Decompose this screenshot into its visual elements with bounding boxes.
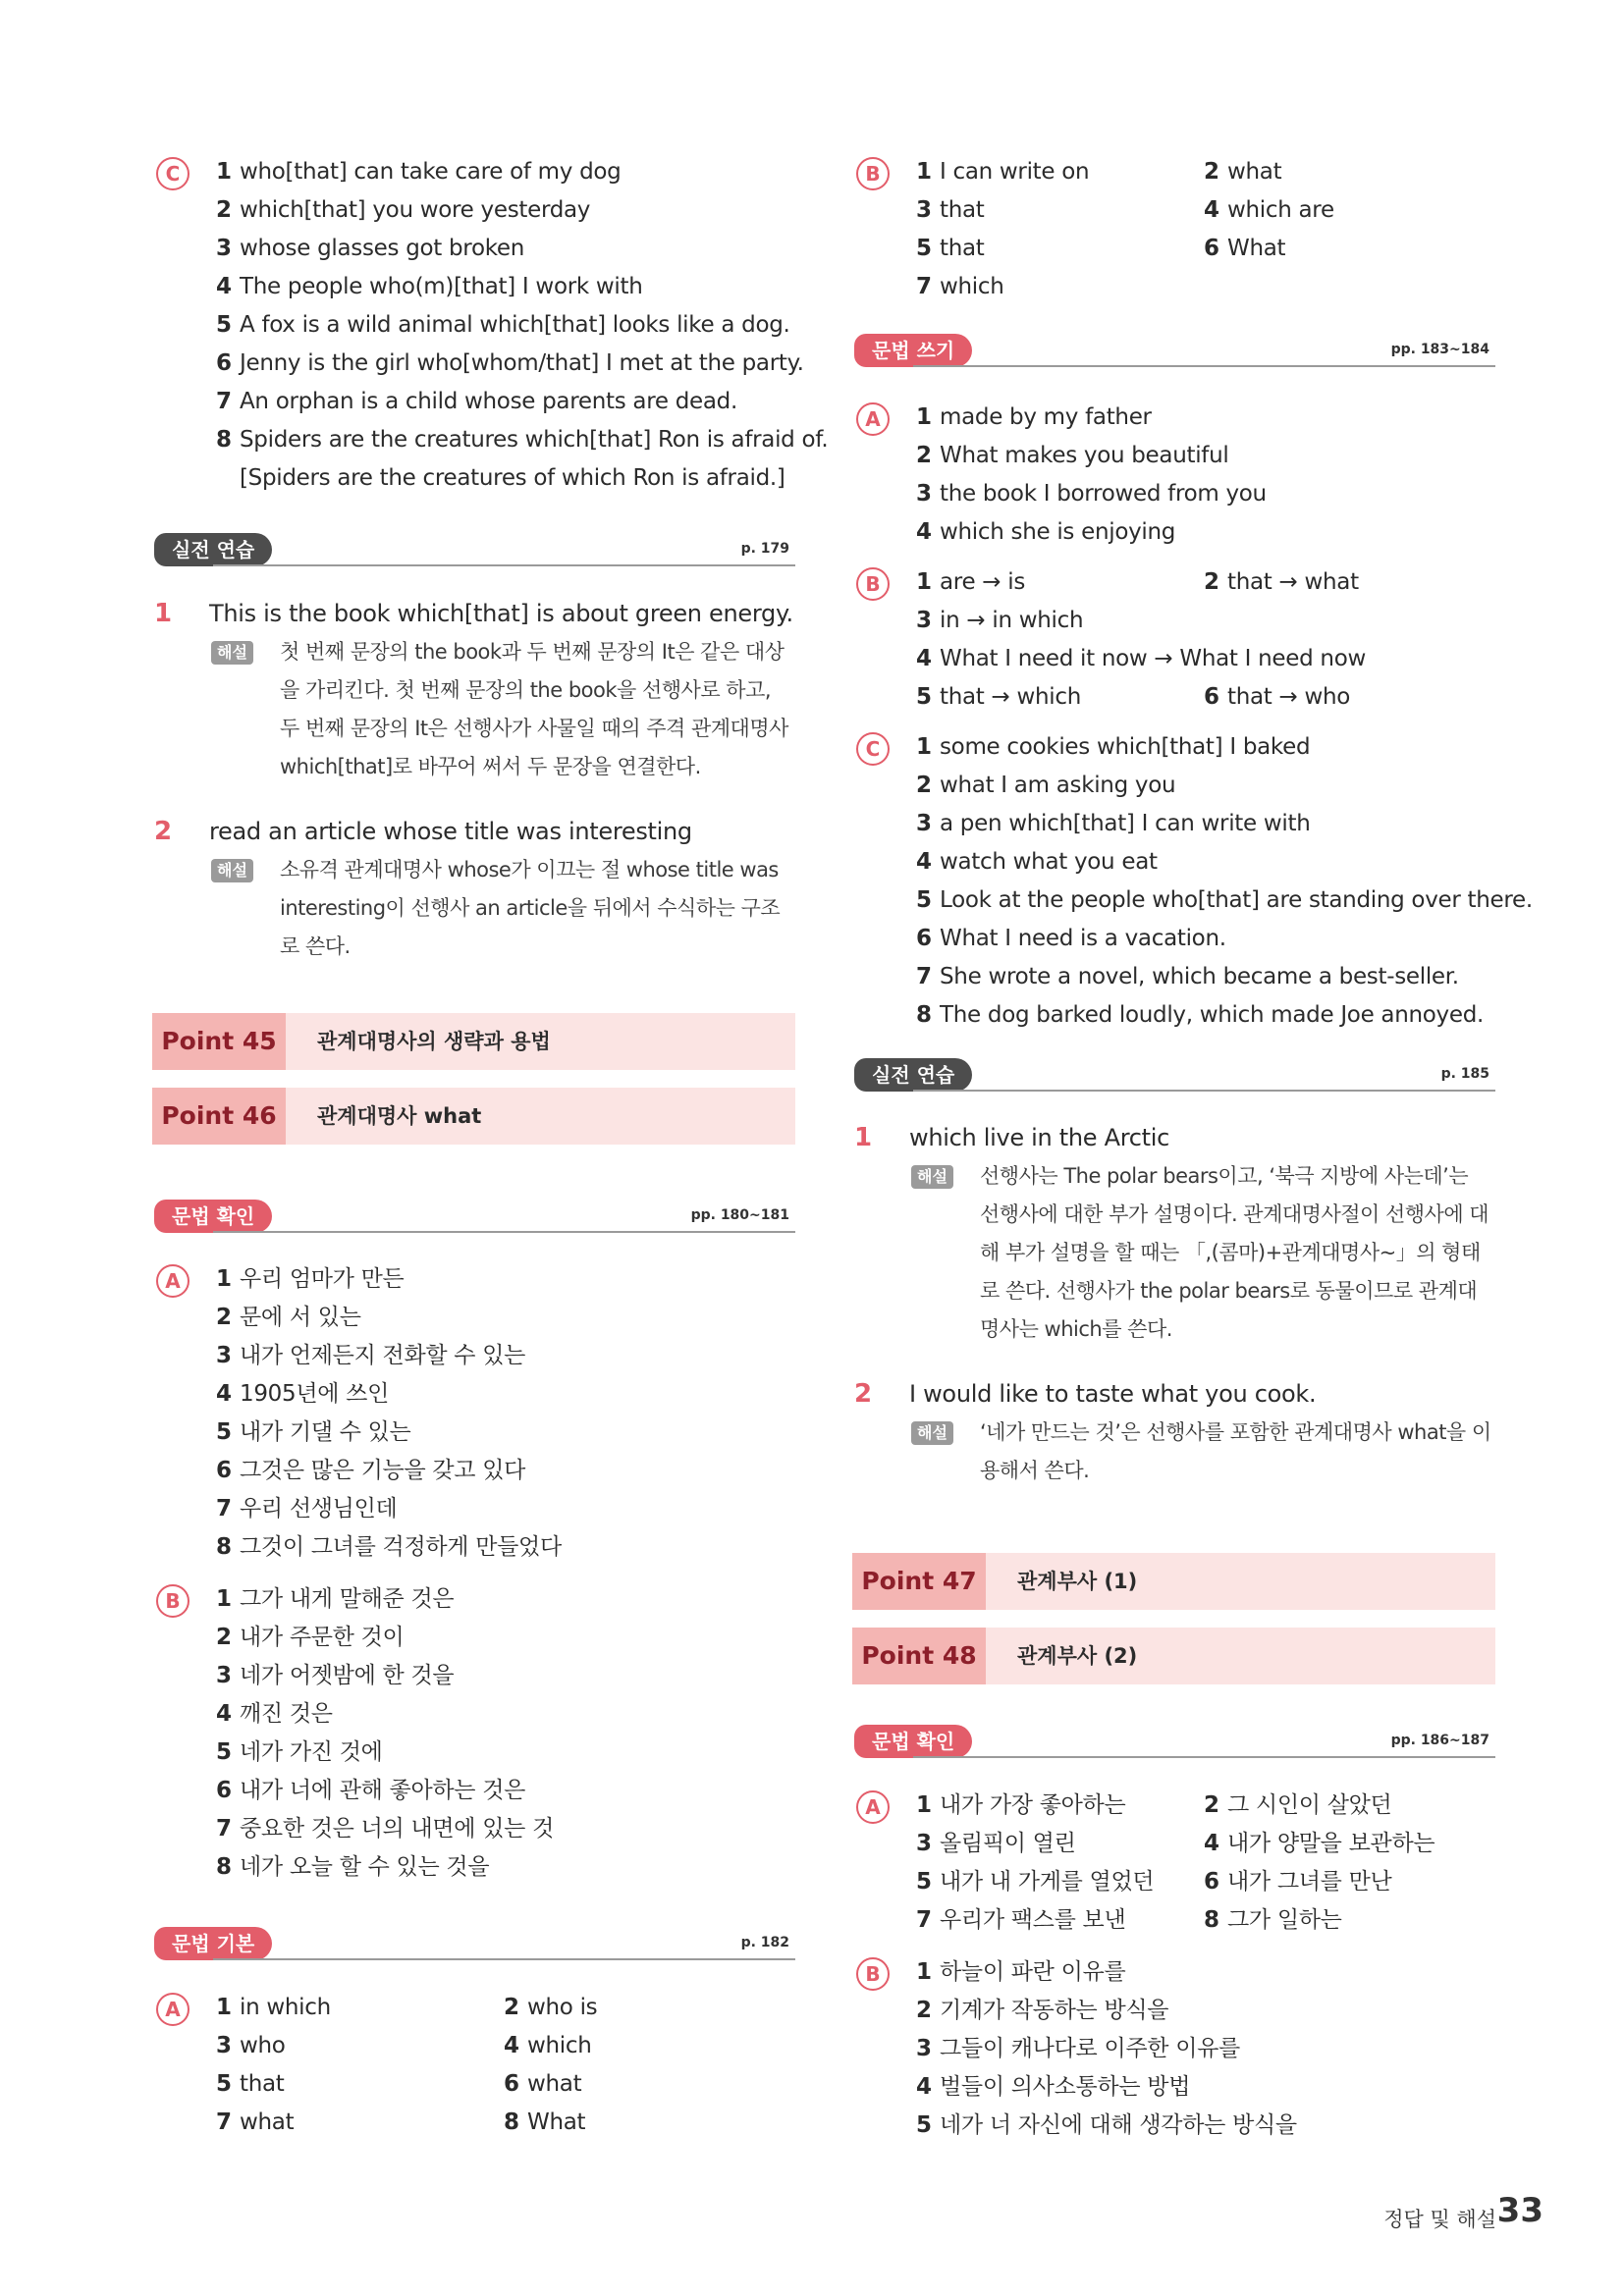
divider <box>913 365 1495 367</box>
answer-item: 4 The people who(m)[that] I work with <box>216 274 643 299</box>
section-header-grammar-writing <box>854 334 1495 369</box>
answer-item: 5 Look at the people who[that] are standing over there. <box>916 887 1533 913</box>
answer-item: 8 네가 오늘 할 수 있는 것을 <box>216 1854 490 1880</box>
answer-item: 7 what <box>216 2109 295 2135</box>
answer-item: 6 What <box>1204 236 1286 261</box>
answer-item: 6 that → who <box>1204 684 1351 710</box>
page-reference: p. 185 <box>1440 1066 1489 1082</box>
answer-item: 5 네가 가진 것에 <box>216 1739 383 1765</box>
answer-item: 4 watch what you eat <box>916 849 1158 875</box>
answer-item: 1 some cookies which[that] I baked <box>916 734 1311 760</box>
answer-item: 8 그가 일하는 <box>1204 1907 1342 1933</box>
answer-item: 6 그것은 많은 기능을 갖고 있다 <box>216 1458 526 1483</box>
answer-item: 6 내가 그녀를 만난 <box>1204 1869 1392 1895</box>
section-marker-b: B <box>856 567 890 601</box>
answer-item: 1 in which <box>216 1995 331 2020</box>
answer-item: 3 whose glasses got broken <box>216 236 525 261</box>
page-reference: pp. 180~181 <box>690 1207 789 1223</box>
answer-item: 3 네가 어젯밤에 한 것을 <box>216 1663 455 1688</box>
section-header-grammar-basic <box>154 1927 795 1962</box>
point-banner-45 <box>152 1013 795 1070</box>
divider <box>913 1756 1495 1758</box>
page-reference: p. 182 <box>740 1935 789 1950</box>
section-marker-c: C <box>856 732 890 766</box>
answer-item: 1 내가 가장 좋아하는 <box>916 1792 1126 1818</box>
answer-item: 4 which <box>504 2033 592 2058</box>
page-reference: pp. 183~184 <box>1390 342 1489 357</box>
section-label: 문법 확인 <box>854 1725 972 1758</box>
question-number: 2 <box>154 817 173 846</box>
question-answer: which live in the Arctic <box>909 1124 1170 1151</box>
section-header-practice <box>854 1058 1495 1094</box>
footer-label: 정답 및 해설 <box>1383 2208 1496 2231</box>
point-label: Point 48 <box>852 1628 986 1684</box>
answer-item: 7 우리 선생님인데 <box>216 1496 398 1522</box>
question-answer: I would like to taste what you cook. <box>909 1380 1317 1408</box>
explanation-text: 첫 번째 문장의 the book과 두 번째 문장의 It은 같은 대상을 가리킨다. 첫 번째 문장의 the book을 선행사로 하고, 두 번째 문장의 It은 선행사가 사물일 때의 주격 관계대명사 which[that]로 바꾸어 써서 두 문장을 연결한다. <box>280 640 788 778</box>
explanation-text: ‘네가 만드는 것’은 선행사를 포함한 관계대명사 what을 이용해서 쓴다. <box>980 1420 1491 1482</box>
explanation-badge: 해설 <box>211 859 253 882</box>
answer-item: 1 그가 내게 말해준 것은 <box>216 1586 455 1612</box>
explanation-badge: 해설 <box>211 641 253 665</box>
answer-item: 2 What makes you beautiful <box>916 443 1229 468</box>
section-marker-b: B <box>156 1584 189 1618</box>
section-marker-a: A <box>156 1993 189 2026</box>
answer-item: 4 which she is enjoying <box>916 519 1176 545</box>
answer-item: 2 what <box>1204 159 1282 185</box>
answer-item: 3 in → in which <box>916 608 1084 633</box>
answer-item: 2 문에 서 있는 <box>216 1305 361 1330</box>
answer-item: 2 그 시인이 살았던 <box>1204 1792 1392 1818</box>
point-title: 관계부사 (2) <box>1017 1644 1138 1668</box>
answer-item: 3 who <box>216 2033 286 2058</box>
answer-item: 5 A fox is a wild animal which[that] looks like a dog. <box>216 312 790 338</box>
answer-item: 2 기계가 작동하는 방식을 <box>916 1998 1169 2023</box>
answer-item: 3 the book I borrowed from you <box>916 481 1267 507</box>
answer-item: 8 Spiders are the creatures which[that] Ron is afraid of. <box>216 427 829 453</box>
section-label: 실전 연습 <box>154 533 272 566</box>
answer-item: 3 내가 언제든지 전화할 수 있는 <box>216 1343 526 1368</box>
page-reference: pp. 186~187 <box>1390 1733 1489 1748</box>
answer-item: 2 which[that] you wore yesterday <box>216 197 591 223</box>
answer-item: 5 that → which <box>916 684 1082 710</box>
page-number: 33 <box>1496 2191 1543 2230</box>
question-answer: This is the book which[that] is about green energy. <box>209 600 793 627</box>
section-header-grammar-check <box>854 1725 1495 1760</box>
explanation-text: 소유격 관계대명사 whose가 이끄는 절 whose title was interesting이 선행사 an article을 뒤에서 수식하는 구조로 쓴다. <box>280 858 781 958</box>
answer-item: 3 그들이 캐나다로 이주한 이유를 <box>916 2036 1240 2061</box>
answer-item: 5 that <box>916 236 985 261</box>
divider <box>213 1231 795 1233</box>
answer-item: 3 올림픽이 열린 <box>916 1831 1076 1856</box>
answer-item: 7 우리가 팩스를 보낸 <box>916 1907 1126 1933</box>
section-marker-a: A <box>156 1264 189 1298</box>
answer-item: 3 that <box>916 197 985 223</box>
answer-item: 8 What <box>504 2109 586 2135</box>
answer-item: 4 내가 양말을 보관하는 <box>1204 1831 1435 1856</box>
answer-item: 7 which <box>916 274 1004 299</box>
answer-item: 6 What I need is a vacation. <box>916 926 1226 951</box>
point-label: Point 46 <box>152 1088 286 1145</box>
question-number: 1 <box>854 1123 873 1152</box>
answer-item: 1 are → is <box>916 569 1026 595</box>
answer-item: 5 네가 너 자신에 대해 생각하는 방식을 <box>916 2112 1297 2138</box>
answer-item: 6 what <box>504 2071 582 2097</box>
answer-item: 5 that <box>216 2071 285 2097</box>
point-label: Point 45 <box>152 1013 286 1070</box>
section-header-practice <box>154 533 795 568</box>
point-title: 관계대명사의 생략과 용법 <box>317 1030 551 1053</box>
point-title: 관계부사 (1) <box>1017 1570 1138 1593</box>
question-number: 1 <box>154 599 173 628</box>
answer-item: 1 하늘이 파란 이유를 <box>916 1959 1126 1985</box>
answer-item: 4 1905년에 쓰인 <box>216 1381 390 1407</box>
answer-item: 8 그것이 그녀를 걱정하게 만들었다 <box>216 1534 562 1560</box>
question-number: 2 <box>854 1379 873 1409</box>
divider <box>213 564 795 566</box>
answer-item: 4 벌들이 의사소통하는 방법 <box>916 2074 1191 2100</box>
answer-item: 7 She wrote a novel, which became a best-seller. <box>916 964 1459 989</box>
answer-item: 1 who[that] can take care of my dog <box>216 159 622 185</box>
answer-item-continuation: [Spiders are the creatures of which Ron is afraid.] <box>240 465 785 491</box>
explanation-badge: 해설 <box>911 1421 953 1445</box>
answer-item: 2 that → what <box>1204 569 1359 595</box>
answer-item: 7 An orphan is a child whose parents are dead. <box>216 389 737 414</box>
answer-item: 8 The dog barked loudly, which made Joe annoyed. <box>916 1002 1485 1028</box>
section-marker-b: B <box>856 157 890 190</box>
answer-item: 2 who is <box>504 1995 598 2020</box>
answer-item: 6 Jenny is the girl who[whom/that] I met at the party. <box>216 350 804 376</box>
divider <box>213 1958 795 1960</box>
divider <box>913 1090 1495 1092</box>
point-label: Point 47 <box>852 1553 986 1610</box>
point-banner-46 <box>152 1088 795 1145</box>
answer-item: 2 what I am asking you <box>916 773 1176 798</box>
point-banner-47 <box>852 1553 1495 1610</box>
section-header-grammar-check <box>154 1200 795 1235</box>
point-title: 관계대명사 what <box>317 1104 482 1128</box>
explanation-text: 선행사는 The polar bears이고, ‘북극 지방에 사는데’는 선행사에 대한 부가 설명이다. 관계대명사절이 선행사에 대해 부가 설명을 할 때는 「,(콤마)+관계대명사~」의 형태로 쓴다. 선행사가 the polar bears로 동물이므로 관계대명사는 which를 쓴다. <box>980 1164 1489 1341</box>
answer-item: 4 What I need it now → What I need now <box>916 646 1366 671</box>
answer-item: 7 중요한 것은 너의 내면에 있는 것 <box>216 1816 554 1842</box>
section-label: 문법 쓰기 <box>854 334 972 367</box>
section-marker-a: A <box>856 1790 890 1824</box>
question-answer: read an article whose title was interesting <box>209 818 692 845</box>
answer-item: 5 내가 기댈 수 있는 <box>216 1419 411 1445</box>
answer-item: 4 which are <box>1204 197 1334 223</box>
answer-item: 1 made by my father <box>916 404 1152 430</box>
point-banner-48 <box>852 1628 1495 1684</box>
answer-item: 1 I can write on <box>916 159 1090 185</box>
section-label: 실전 연습 <box>854 1058 972 1092</box>
answer-item: 3 a pen which[that] I can write with <box>916 811 1311 836</box>
section-marker-a: A <box>856 402 890 436</box>
section-label: 문법 기본 <box>154 1927 272 1960</box>
page-reference: p. 179 <box>740 541 789 557</box>
section-marker-b: B <box>856 1957 890 1991</box>
explanation-badge: 해설 <box>911 1165 953 1189</box>
answer-item: 5 내가 내 가게를 열었던 <box>916 1869 1155 1895</box>
answer-item: 2 내가 주문한 것이 <box>216 1625 405 1650</box>
section-label: 문법 확인 <box>154 1200 272 1233</box>
answer-item: 6 내가 너에 관해 좋아하는 것은 <box>216 1778 526 1803</box>
answer-item: 4 깨진 것은 <box>216 1701 333 1727</box>
section-marker-c: C <box>156 157 189 190</box>
answer-item: 1 우리 엄마가 만든 <box>216 1266 405 1292</box>
